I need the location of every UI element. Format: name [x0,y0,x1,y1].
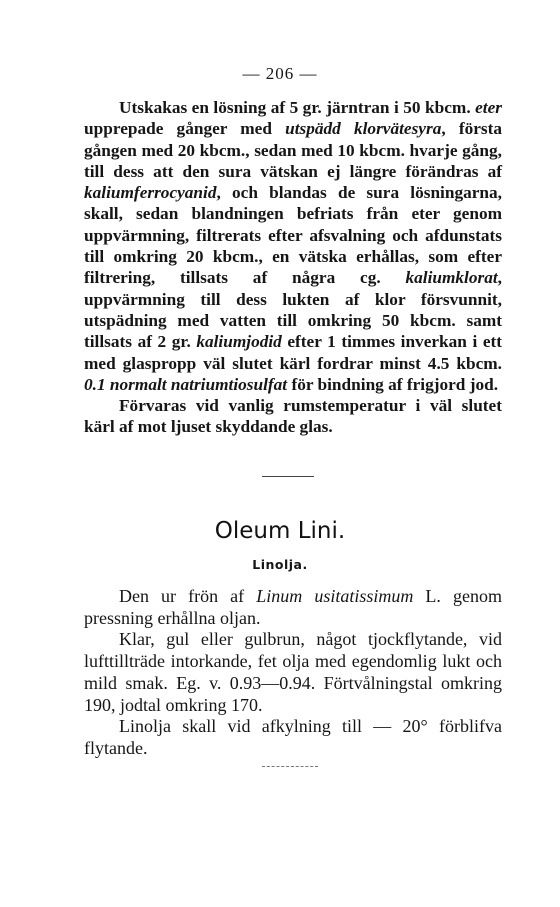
italic-term: eter [475,98,502,117]
text-run: , uppvärmning till dess lukten af klor försvunnit, utspädning med vatten till omkring 50 kbcm. samt tillsats af 2 gr. [84,268,502,352]
text-run: efter 1 timmes inverkan i ett med glaspropp väl slutet kärl fordrar minst 4.5 kbcm. [84,332,503,373]
oleum-lini-section [84,586,502,760]
italic-term: utspädd klorvätesyra [285,119,442,139]
italic-term: Linum usitatissimum [256,586,414,606]
italic-term: kaliumferrocyanid [84,183,217,203]
italic-term: kaliumklorat [405,268,498,288]
end-divider [262,766,318,767]
section-divider [262,476,314,477]
italic-term: kaliumjodid [196,332,282,352]
text-run: för bindning af frigjord jod. [287,374,499,394]
text-run: , och blandas de sura lösningarna, skall, sedan blandningen befriats från eter genom uppvärmning, filtrerats efter afsvalning och afdunstats till omkring 20 kbcm., en vätska erhållas, som efter filtrering, tillsats af några cg. [84,183,502,288]
definition-paragraph [84,586,502,629]
text-run: upprepade gånger med [84,119,286,139]
storage-paragraph: Förvaras vid vanlig rumstemperatur i väl slutet kärl af mot ljuset skyddande glas. [84,396,502,437]
text-run: L. genom pressning erhållna oljan. [84,586,502,628]
test-procedure-paragraph [84,97,502,395]
cold-test-paragraph: Linolja skall vid afkylning till — 20° förblifva flytande. [84,716,502,758]
text-run: Utskakas en lösning af 5 gr. järntran i 50 kbcm. [119,98,471,117]
text-run: Den ur frön af [119,586,257,606]
section-title: Oleum Lini. [214,518,346,544]
test-procedure-section [84,97,502,438]
text-run: , första gången med 20 kbcm., sedan med 10 kbcm. hvarje gång, till dess att den sura vätskan ej längre förändras af [84,119,503,181]
description-paragraph: Klar, gul eller gulbrun, något tjockflytande, vid lufttillträde intorkande, fet olja med egendomlig lukt och mild smak. Eg. v. 0.93—0.94. Förtvålningstal omkring 190, jodtal omkring 170. [84,629,502,715]
italic-term: 0.1 normalt natriumtiosulfat [84,374,288,394]
page-number: — 206 — [242,64,318,83]
section-subtitle: Linolja. [252,557,308,572]
